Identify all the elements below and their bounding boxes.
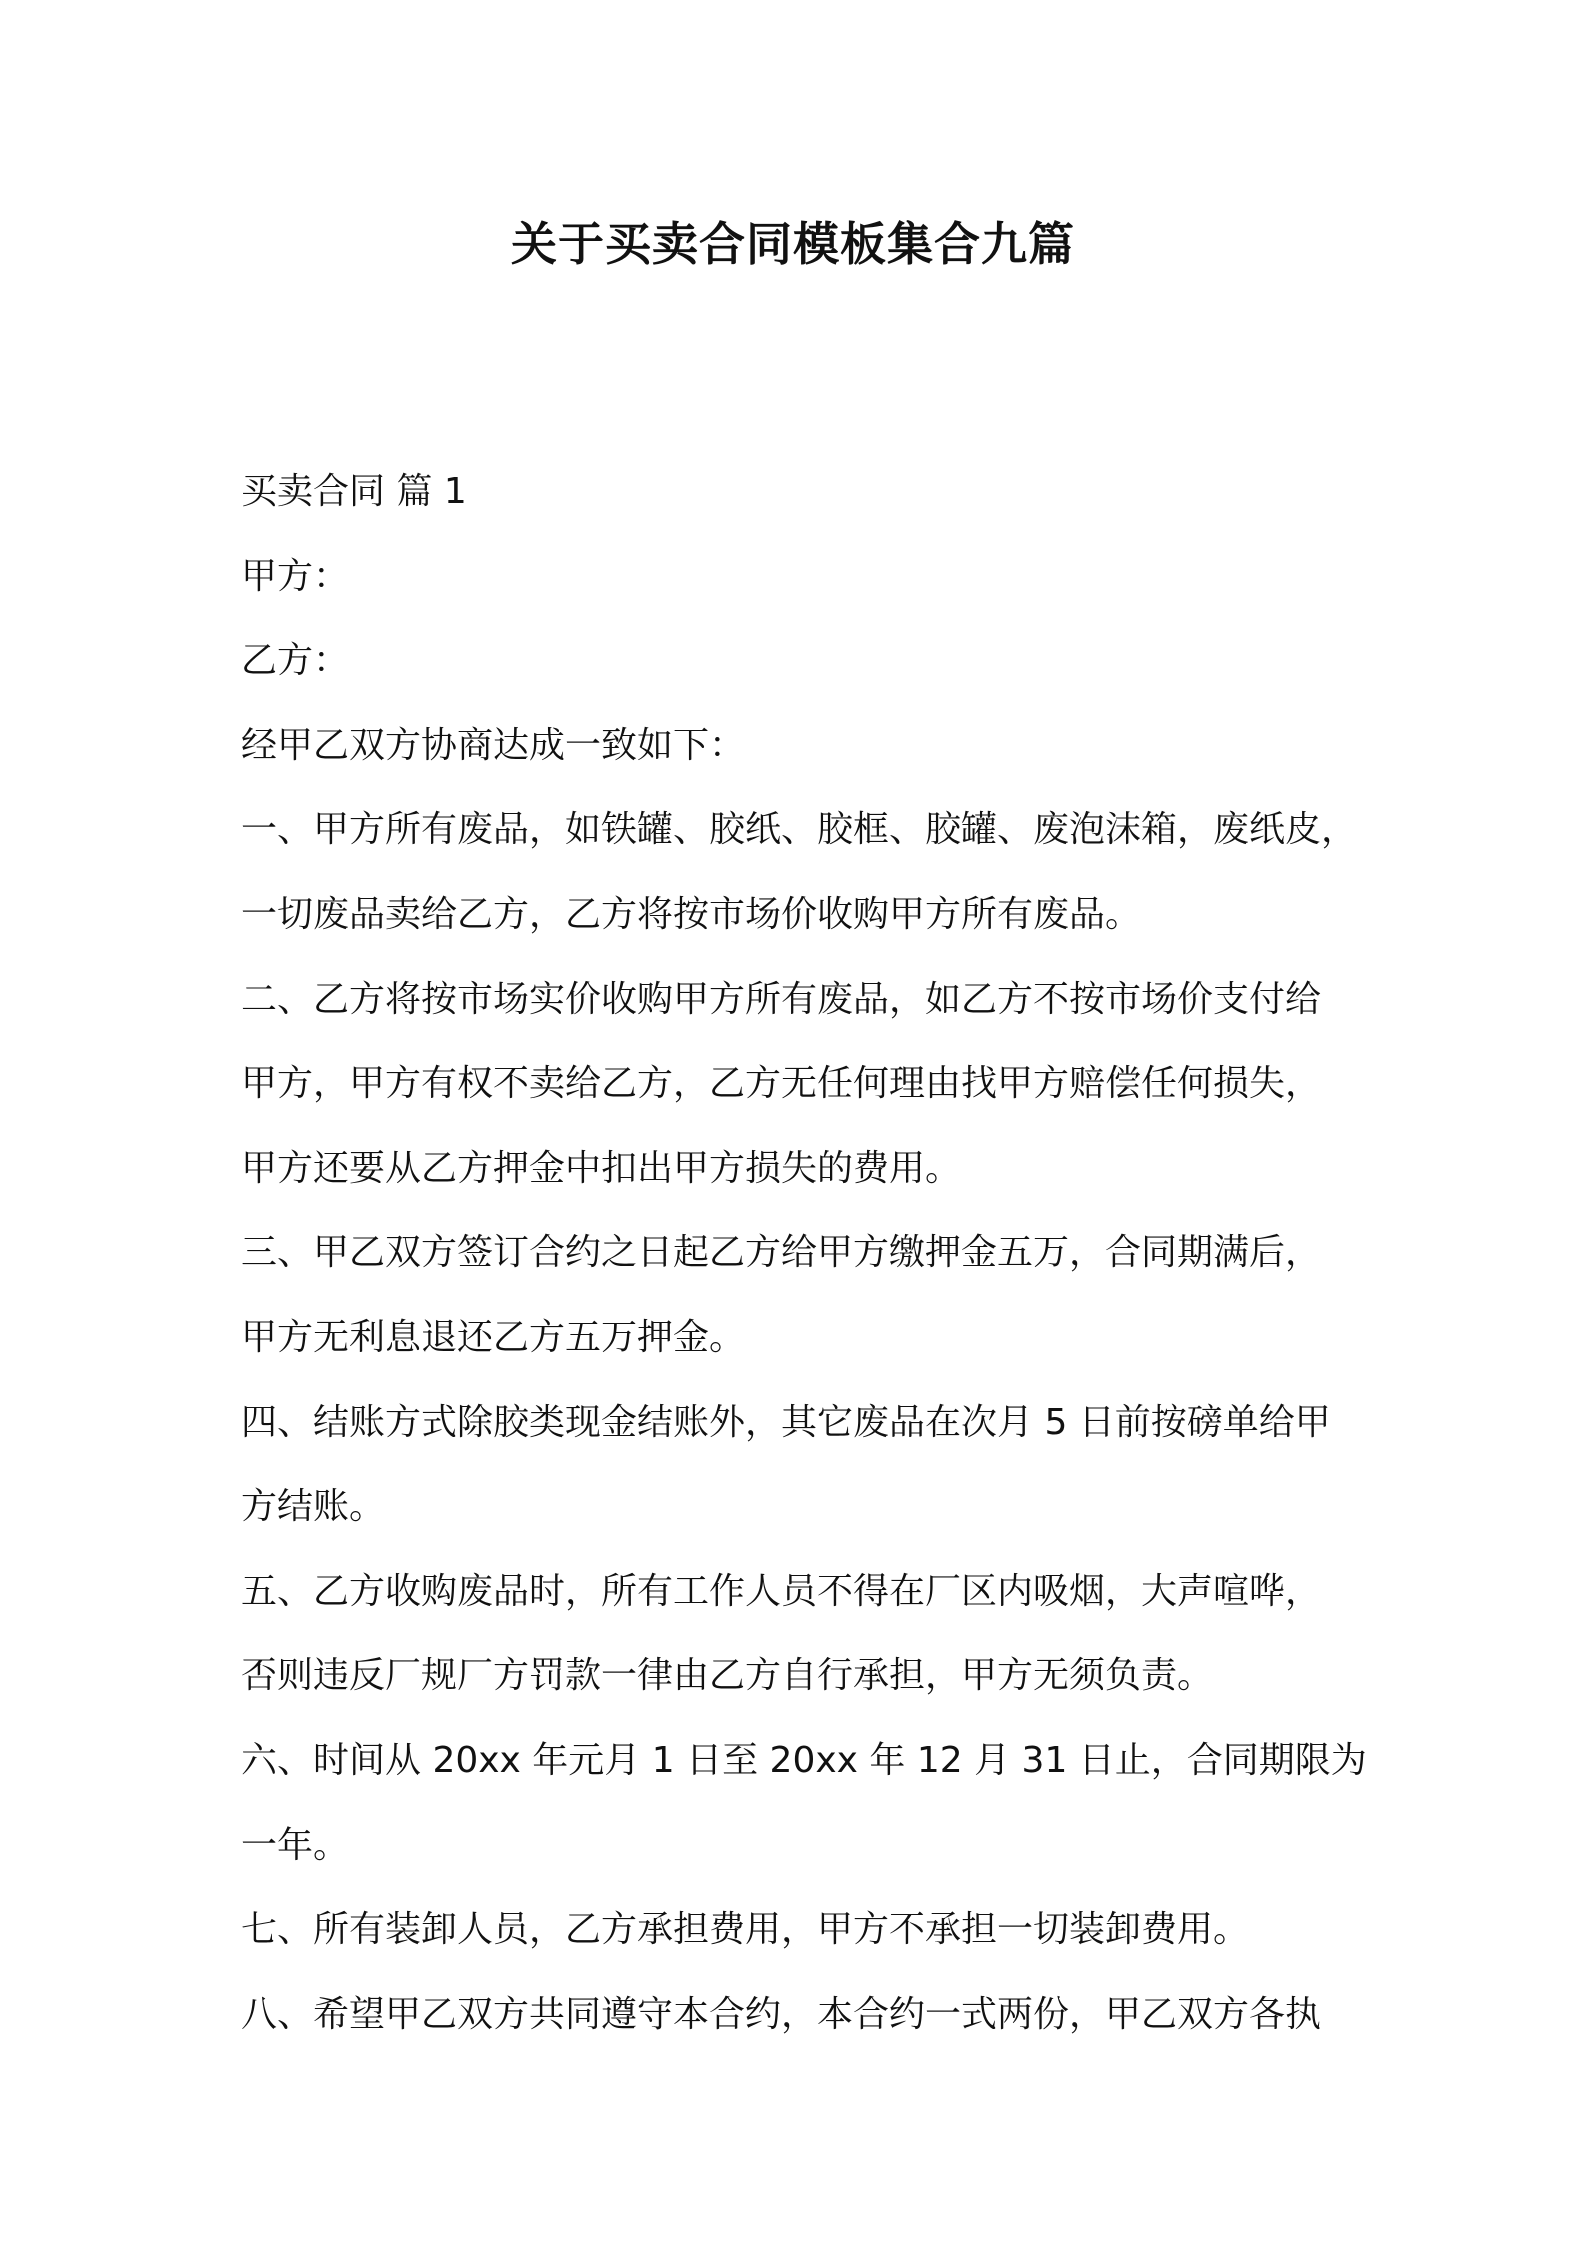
clause-6-line-1: 六、时间从 20xx 年元月 1 日至 20xx 年 12 月 31 日止，合同期限为 [241,1739,1367,1781]
clause-7-line-1: 七、所有装卸人员，乙方承担费用，甲方不承担一切装卸费用。 [241,1909,1250,1951]
document-title: 关于买卖合同模板集合九篇 [511,217,1075,271]
party-a-line: 甲方： [241,555,350,597]
clause-1-line-1: 一、甲方所有废品，如铁罐、胶纸、胶框、胶罐、废泡沫箱，废纸皮， [241,809,1358,851]
clause-3-line-2: 甲方无利息退还乙方五万押金。 [241,1316,746,1358]
clause-3-line-1: 三、甲乙双方签订合约之日起乙方给甲方缴押金五万，合同期满后， [241,1232,1322,1274]
clause-8-line-1: 八、希望甲乙双方共同遵守本合约，本合约一式两份，甲乙双方各执 [241,1993,1322,2035]
clause-4-line-2: 方结账。 [241,1486,386,1528]
clause-2-line-1: 二、乙方将按市场实价收购甲方所有废品，如乙方不按市场价支付给 [241,978,1322,1020]
party-b-line: 乙方： [241,640,350,682]
document-body [241,450,1367,2057]
clause-4-line-1: 四、结账方式除胶类现金结账外，其它废品在次月 5 日前按磅单给甲 [241,1401,1331,1443]
clause-5-line-1: 五、乙方收购废品时，所有工作人员不得在厂区内吸烟，大声喧哗， [241,1570,1322,1612]
intro-line: 经甲乙双方协商达成一致如下： [241,724,746,766]
clause-1-line-2: 一切废品卖给乙方，乙方将按市场价收购甲方所有废品。 [241,893,1142,935]
clause-2-line-2: 甲方，甲方有权不卖给乙方，乙方无任何理由找甲方赔偿任何损失， [241,1063,1322,1105]
section-heading: 买卖合同 篇 1 [241,471,467,512]
clause-5-line-2: 否则违反厂规厂方罚款一律由乙方自行承担，甲方无须负责。 [241,1655,1214,1697]
clause-2-line-3: 甲方还要从乙方押金中扣出甲方损失的费用。 [241,1147,962,1189]
clause-6-line-2: 一年。 [241,1824,350,1866]
